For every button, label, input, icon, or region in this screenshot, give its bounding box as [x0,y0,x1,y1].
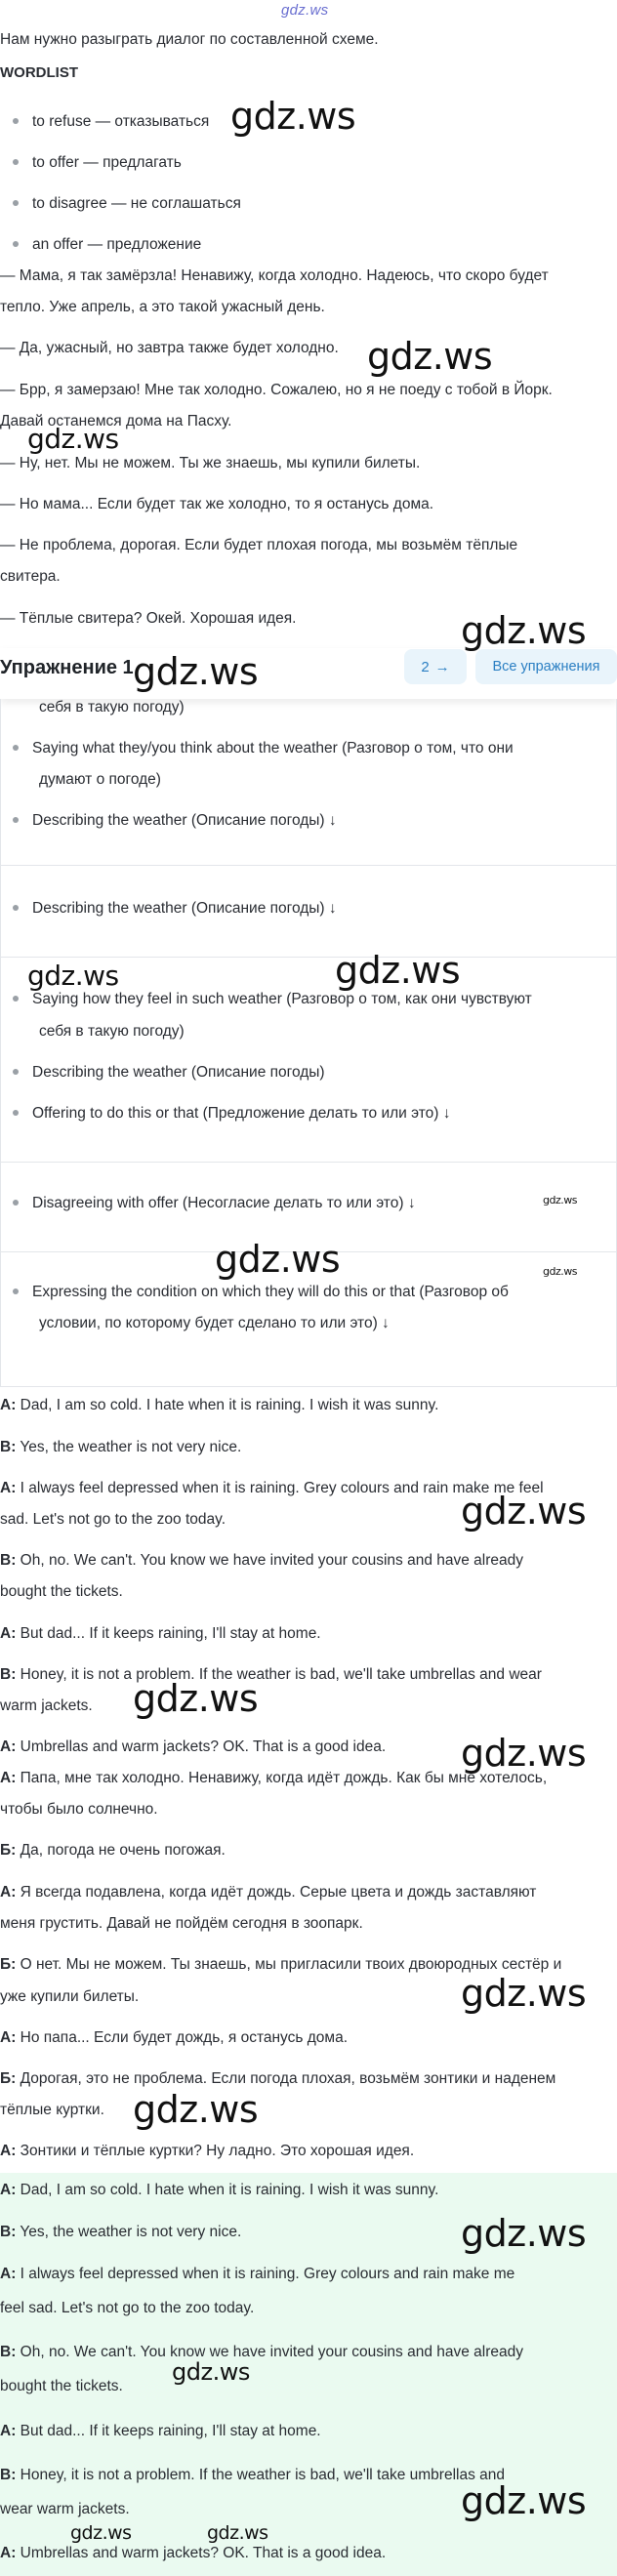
page-number-button[interactable] [404,649,467,684]
dialog-line: тепло. Уже апрель, а это такой ужасный день. [0,299,325,315]
dialog-line: А: Я всегда подавлена, когда идёт дождь. Серые цвета и дождь заставляют [0,1884,537,1901]
dialog-line: A: Umbrellas and warm jackets? OK. That is a good idea. [0,2545,387,2561]
watermark: gdz.ws [461,1732,587,1775]
dialog-line: А: Папа, мне так холодно. Ненавижу, когда идёт дождь. Как бы мне хотелось, [0,1770,548,1786]
scheme-text: условии, по которому будет сделано то или это) ↓ [39,1315,390,1331]
dialog-line: B: Honey, it is not a problem. If the weather is bad, we'll take umbrellas and [0,2467,506,2483]
dialog-line: чтобы было солнечно. [0,1801,158,1818]
table-divider [0,865,617,866]
watermark: gdz.ws [172,2358,250,2386]
dialog-line: — Брр, я замерзаю! Мне так холодно. Сожалею, но я не поеду с тобой в Йорк. [0,382,553,398]
watermark: gdz.ws [461,1490,587,1533]
bullet-icon [13,200,19,206]
scheme-item: Disagreeing with offer (Несогласие делать то или это) ↓ [0,1193,605,1214]
dialog-line: — Не проблема, дорогая. Если будет плохая погода, мы возьмём тёплые [0,537,518,553]
dialog-line: sad. Let's not go to the zoo today. [0,1511,226,1528]
scheme-item: Offering to do this or that (Предложение делать то или это) ↓ [0,1103,605,1124]
dialog-line: warm jackets. [0,1697,93,1714]
dialog-line: A: Dad, I am so cold. I hate when it is raining. I wish it was sunny. [0,1397,439,1413]
dialog-line: A: But dad... If it keeps raining, I'll stay at home. [0,2423,321,2439]
wordlist-item: to offer — предлагать [0,152,605,174]
arrow-right-icon: → [434,658,450,675]
scheme-item: Describing the weather (Описание погоды) [0,1062,605,1084]
dialog-line: Б: О нет. Мы не можем. Ты знаешь, мы пригласили твоих двоюродных сестёр и [0,1956,562,1973]
bullet-icon [13,996,19,1002]
dialog-line: A: I always feel depressed when it is raining. Grey colours and rain make me feel [0,1480,544,1496]
bullet-icon [13,1200,19,1206]
dialog-line: свитера. [0,568,61,585]
watermark: gdz.ws [215,1238,341,1281]
dialog-line: меня грустить. Давай не пойдём сегодня в зоопарк. [0,1915,363,1932]
watermark: gdz.ws [335,949,461,992]
watermark: gdz.ws [230,95,356,138]
dialog-line: А: Зонтики и тёплые куртки? Ну ладно. Это хорошая идея. [0,2143,415,2159]
dialog-line: bought the tickets. [0,2378,123,2394]
scheme-item: Saying what they/you think about the weather (Разговор о том, что они [0,738,605,759]
dialog-line: A: But dad... If it keeps raining, I'll stay at home. [0,1625,321,1642]
watermark: gdz.ws [461,2212,587,2255]
dialog-line: B: Honey, it is not a problem. If the weather is bad, we'll take umbrellas and wear [0,1666,542,1683]
scheme-item: Saying how they feel in such weather (Разговор о том, как они чувствуют [0,989,605,1010]
wordlist-heading: WORDLIST [0,64,78,81]
all-exercises-button[interactable]: Все упражнения [475,649,617,684]
exercise-title: Упражнение 1 [0,657,134,678]
dialog-line: Б: Дорогая, это не проблема. Если погода плохая, возьмём зонтики и наденем [0,2070,556,2087]
table-divider [0,1386,617,1387]
watermark: gdz.ws [543,1194,577,1206]
dialog-line: B: Oh, no. We can't. You know we have invited your cousins and have already [0,2344,524,2360]
scheme-item: Expressing the condition on which they will do this or that (Разговор об [0,1282,605,1303]
watermark: gdz.ws [461,1972,587,2015]
bullet-icon [13,1069,19,1075]
watermark: gdz.ws [70,2522,132,2544]
dialog-line: тёплые куртки. [0,2102,104,2118]
watermark: gdz.ws [133,1677,259,1720]
dialog-line: A: Umbrellas and warm jackets? OK. That is a good idea. [0,1738,387,1755]
wordlist-item: to disagree — не соглашаться [0,193,605,215]
scheme-text: себя в такую погоду) [39,699,185,716]
watermark: gdz.ws [367,335,493,378]
dialog-line: bought the tickets. [0,1583,123,1600]
dialog-line: B: Yes, the weather is not very nice. [0,1439,242,1455]
wordlist-item: an offer — предложение [0,234,605,256]
scheme-text: себя в такую погоду) [39,1023,185,1040]
watermark: gdz.ws [133,650,259,693]
dialog-line: — Мама, я так замёрзла! Ненавижу, когда холодно. Надеюсь, что скоро будет [0,267,549,284]
dialog-line: A: I always feel depressed when it is raining. Grey colours and rain make me [0,2266,515,2282]
intro-text: Нам нужно разыграть диалог по составленной схеме. [0,31,379,48]
dialog-line: уже купили билеты. [0,1988,140,2005]
dialog-line: wear warm jackets. [0,2501,130,2517]
dialog-line: А: Но папа... Если будет дождь, я останусь дома. [0,2029,349,2046]
dialog-line: — Но мама... Если будет так же холодно, то я останусь дома. [0,496,434,512]
watermark: gdz.ws [207,2522,268,2544]
dialog-line: — Тёплые свитера? Окей. Хорошая идея. [0,610,297,627]
bullet-icon [13,905,19,911]
bullet-icon [13,241,19,247]
scheme-item: Describing the weather (Описание погоды) ↓ [0,810,605,832]
watermark: gdz.ws [543,1265,577,1278]
wordlist-item: to refuse — отказываться [0,111,605,133]
watermark: gdz.ws [27,960,119,992]
page-number: 2 [421,658,430,675]
dialog-line: feel sad. Let's not go to the zoo today. [0,2300,255,2316]
scheme-text: думают о погоде) [39,771,161,788]
bullet-icon [13,1288,19,1294]
bullet-icon [13,817,19,823]
dialog-line: B: Yes, the weather is not very nice. [0,2224,242,2240]
bullet-icon [13,1110,19,1116]
dialog-line: B: Oh, no. We can't. You know we have invited your cousins and have already [0,1552,524,1569]
watermark: gdz.ws [461,609,587,652]
watermark: gdz.ws [461,2479,587,2522]
dialog-line: Давай останемся дома на Пасху. [0,413,232,429]
bullet-icon [13,118,19,124]
table-divider [0,1162,617,1163]
scheme-item: Describing the weather (Описание погоды) ↓ [0,898,605,920]
table-divider [0,957,617,958]
bullet-icon [13,159,19,165]
dialog-line: Б: Да, погода не очень погожая. [0,1842,226,1859]
dialog-line: A: Dad, I am so cold. I hate when it is raining. I wish it was sunny. [0,2182,439,2198]
site-title[interactable]: gdz.ws [281,2,329,19]
bullet-icon [13,745,19,751]
watermark: gdz.ws [133,2088,259,2131]
watermark: gdz.ws [27,423,119,455]
dialog-line: — Ну, нет. Мы не можем. Ты же знаешь, мы купили билеты. [0,455,421,471]
dialog-line: — Да, ужасный, но завтра также будет холодно. [0,340,339,356]
